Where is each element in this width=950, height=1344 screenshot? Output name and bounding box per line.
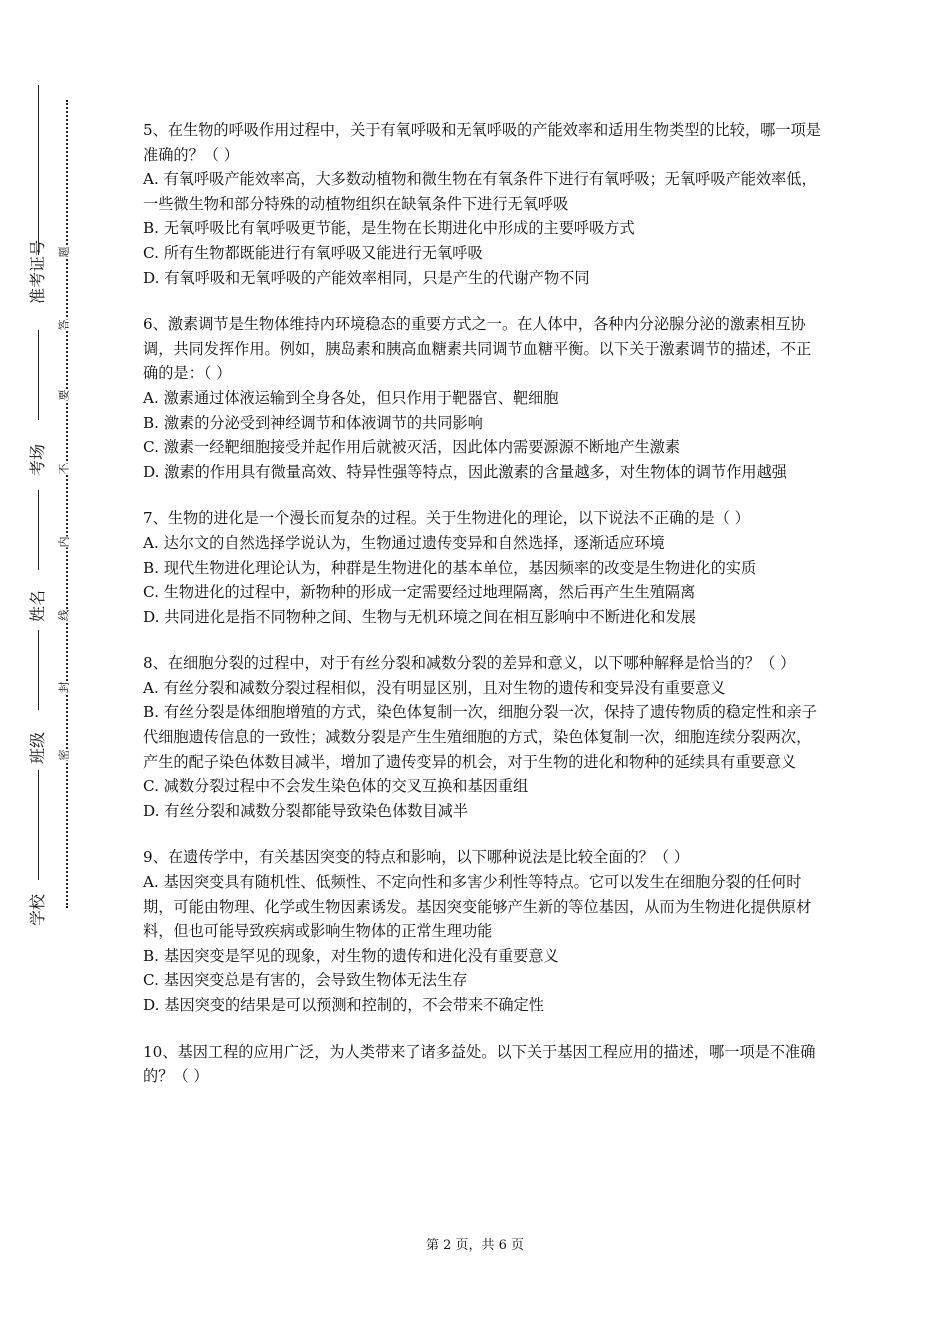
seal-char: 线 bbox=[57, 609, 71, 621]
option-b: B. 现代生物进化理论认为，种群是生物进化的基本单位，基因频率的改变是生物进化的实质 bbox=[143, 558, 757, 577]
seal-char: 要 bbox=[57, 389, 71, 401]
label-school: 学校 bbox=[28, 893, 47, 926]
option-a: A. 有氧呼吸产能效率高，大多数动植物和微生物在有氧条件下进行有氧呼吸；无氧呼吸产能效率低，一些微生物和部分特殊的动植物组织在缺氧条件下进行无氧呼吸 bbox=[143, 170, 817, 213]
question-5 bbox=[143, 118, 823, 290]
seal-char: 封 bbox=[57, 681, 71, 693]
binding-line bbox=[38, 330, 39, 420]
option-c: C. 基因突变总是有害的，会导致生物体无法生存 bbox=[143, 971, 468, 990]
page-number: 第 2 页，共 6 页 bbox=[425, 1238, 525, 1253]
option-c: C. 激素一经靶细胞接受并起作用后就被灭活，因此体内需要源源不断地产生激素 bbox=[143, 438, 681, 457]
question-stem: 9、在遗传学中，有关基因突变的特点和影响，以下哪种说法是比较全面的？（ ） bbox=[143, 848, 690, 867]
binding-line bbox=[38, 770, 39, 880]
option-b: B. 无氧呼吸比有氧呼吸更节能，是生物在长期进化中形成的主要呼吸方式 bbox=[143, 219, 635, 238]
option-c: C. 减数分裂过程中不会发生染色体的交叉互换和基因重组 bbox=[143, 777, 529, 796]
question-stem: 8、在细胞分裂的过程中，对于有丝分裂和减数分裂的差异和意义，以下哪种解释是恰当的？（ ） bbox=[143, 654, 796, 673]
question-list bbox=[143, 118, 823, 1111]
question-8 bbox=[143, 651, 823, 823]
option-a: A. 达尔文的自然选择学说认为，生物通过遗传变异和自然选择，逐渐适应环境 bbox=[143, 533, 665, 552]
label-exam-id: 准考证号 bbox=[28, 239, 47, 304]
question-stem: 5、在生物的呼吸作用过程中，关于有氧呼吸和无氧呼吸的产能效率和适用生物类型的比较，哪一项是准确的？（ ） bbox=[143, 121, 821, 164]
seal-char: 内 bbox=[57, 536, 71, 548]
option-d: D. 有氧呼吸和无氧呼吸的产能效率相同，只是产生的代谢产物不同 bbox=[143, 268, 590, 287]
binding-line bbox=[38, 630, 39, 710]
label-name: 姓名 bbox=[28, 589, 47, 622]
option-b: B. 基因突变是罕见的现象，对生物的遗传和进化没有重要意义 bbox=[143, 946, 559, 965]
label-exam-room: 考场 bbox=[28, 443, 47, 476]
question-10 bbox=[143, 1040, 823, 1089]
question-6 bbox=[143, 312, 823, 484]
question-9 bbox=[143, 845, 823, 1017]
seal-char: 密 bbox=[57, 749, 71, 761]
option-a: A. 有丝分裂和减数分裂过程相似，没有明显区别，且对生物的遗传和变异没有重要意义 bbox=[143, 678, 726, 697]
option-d: D. 激素的作用具有微量高效、特异性强等特点，因此激素的含量越多，对生物体的调节作用越强 bbox=[143, 462, 787, 481]
option-d: D. 基因突变的结果是可以预测和控制的，不会带来不确定性 bbox=[143, 996, 544, 1014]
question-stem: 10、基因工程的应用广泛，为人类带来了诸多益处。以下关于基因工程应用的描述，哪一项是不准确的？（ ） bbox=[143, 1042, 816, 1086]
option-c: C. 生物进化的过程中，新物种的形成一定需要经过地理隔离，然后再产生生殖隔离 bbox=[143, 583, 696, 602]
question-stem: 6、激素调节是生物体维持内环境稳态的重要方式之一。在人体中，各种内分泌腺分泌的激素相互协调，共同发挥作用。例如，胰岛素和胰高血糖素共同调节血糖平衡。以下关于激素调节的描述，不正确的是：（ ） bbox=[143, 315, 812, 383]
seal-dotted-line bbox=[66, 100, 68, 908]
question-stem: 7、生物的进化是一个漫长而复杂的过程。关于生物进化的理论，以下说法不正确的是（ ） bbox=[143, 509, 750, 528]
option-d: D. 共同进化是指不同物种之间、生物与无机环境之间在相互影响中不断进化和发展 bbox=[143, 607, 696, 626]
label-class: 班级 bbox=[28, 731, 47, 764]
seal-char: 题 bbox=[57, 246, 71, 258]
binding-line bbox=[38, 85, 39, 255]
option-a: A. 基因突变具有随机性、低频性、不定向性和多害少利性等特点。它可以发生在细胞分裂的任何时期，可能由物理、化学或生物因素诱发。基因突变能够产生新的等位基因，从而为生物进化提供原材料，但也可能导致疾病或影响生物体的正常生理功能 bbox=[143, 873, 812, 941]
option-d: D. 有丝分裂和减数分裂都能导致染色体数目减半 bbox=[143, 801, 469, 820]
seal-char: 答 bbox=[57, 319, 71, 331]
binding-line bbox=[38, 490, 39, 570]
option-a: A. 激素通过体液运输到全身各处，但只作用于靶器官、靶细胞 bbox=[143, 388, 559, 407]
seal-char: 不 bbox=[57, 463, 71, 475]
option-b: B. 激素的分泌受到神经调节和体液调节的共同影响 bbox=[143, 413, 483, 432]
question-7 bbox=[143, 506, 823, 629]
option-c: C. 所有生物都既能进行有氧呼吸又能进行无氧呼吸 bbox=[143, 243, 483, 262]
option-b: B. 有丝分裂是体细胞增殖的方式，染色体复制一次，细胞分裂一次，保持了遗传物质的稳定性和亲子代细胞遗传信息的一致性；减数分裂是产生生殖细胞的方式，染色体复制一次，细胞连续分裂两次，产生的配子染色体数目减半，增加了遗传变异的机会，对于生物的进化和物种的延续具有重要意义 bbox=[143, 703, 817, 771]
binding-margin bbox=[0, 0, 120, 1344]
